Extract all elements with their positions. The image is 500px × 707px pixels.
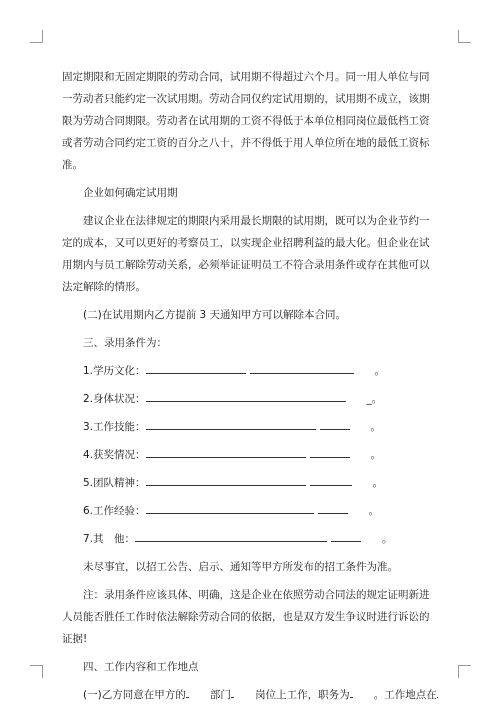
education-blank-2[interactable] [250, 361, 354, 374]
heading-how-to-set-trial: 企业如何确定试用期 [83, 187, 178, 199]
other-blank-2[interactable] [331, 529, 361, 542]
section-work-content-location: 四、工作内容和工作地点 [83, 661, 199, 673]
paragraph-other-matters: 未尽事宜，以招工公告、启示、通知等甲方所发布的招工条件为准。 [83, 561, 398, 573]
crop-mark-bottom-right [458, 665, 471, 678]
document-body [62, 66, 438, 706]
skills-blank-2[interactable] [320, 417, 350, 430]
condition-health: 2.身体状况： _。 [62, 388, 438, 410]
crop-mark-top-left [30, 30, 43, 43]
skills-blank-1[interactable] [146, 417, 316, 430]
education-blank-1[interactable] [146, 361, 246, 374]
awards-blank-2[interactable] [310, 445, 350, 458]
condition-education: 1.学历文化： 。 [62, 360, 438, 382]
section-hiring-conditions: 三、录用条件为： [83, 337, 167, 349]
other-blank-1[interactable] [135, 529, 327, 542]
experience-blank-2[interactable] [318, 501, 348, 514]
condition-awards: 4.获奖情况： 。 [62, 444, 438, 466]
awards-blank-1[interactable] [146, 445, 306, 458]
paragraph-trial-advice: 建议企业在法律规定的期限内采用最长期限的试用期，既可以为企业节约一定的成本，又可以更好的考察员工，以实现企业招聘利益的最大化。但企业在试用期内与员工解除劳动关系，必须举证证明员工不符合录用条件或存在其他可以法定解除的情形。 [62, 215, 430, 293]
clause-termination-notice: (二)在试用期内乙方提前 3 天通知甲方可以解除本合同。 [83, 309, 347, 321]
clause-work-position: (一)乙方同意在甲方的 部门 岗位上工作，职务为 。工作地点在 [62, 684, 438, 706]
crop-mark-bottom-left [30, 665, 43, 678]
teamwork-blank-2[interactable] [310, 473, 352, 486]
condition-skills: 3.工作技能： 。 [62, 416, 438, 438]
health-blank[interactable] [146, 389, 346, 402]
condition-other: 7.其 他： 。 [62, 528, 438, 550]
work-location-blank[interactable] [437, 685, 438, 698]
crop-mark-top-right [458, 30, 471, 43]
teamwork-blank-1[interactable] [146, 473, 306, 486]
experience-blank-1[interactable] [146, 501, 314, 514]
condition-teamwork: 5.团队精神： 。 [62, 472, 438, 494]
condition-experience: 6.工作经验： 。 [62, 500, 438, 522]
paragraph-note: 注：录用条件应该具体、明确，这是企业在依照劳动合同法的规定证明新进人员能否胜任工作时依法解除劳动合同的依据，也是双方发生争议时进行诉讼的证据! [62, 589, 430, 645]
paragraph-trial-period-rules: 固定期限和无固定期限的劳动合同，试用期不得超过六个月。同一用人单位与同一劳动者只能约定一次试用期。劳动合同仅约定试用期的，试用期不成立，该期限为劳动合同期限。劳动者在试用期的工资不得低于本单位相同岗位最低档工资或者劳动合同约定工资的百分之八十，并不得低于用人单位所在地的最低工资标准。 [62, 71, 430, 171]
